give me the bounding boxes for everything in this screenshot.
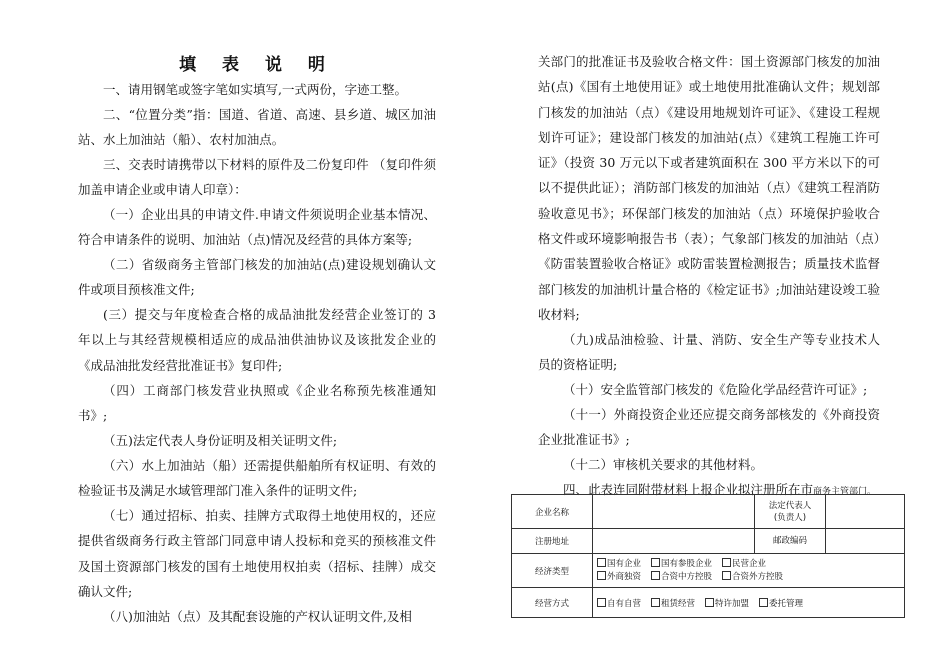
- postcode-field[interactable]: [826, 529, 905, 554]
- legal-rep-label: 法定代表人 (负责人): [755, 495, 826, 529]
- mode-option[interactable]: 自有自营: [597, 597, 641, 609]
- table-row: [512, 554, 905, 588]
- checkbox-icon: [759, 598, 768, 607]
- legal-rep-field[interactable]: [826, 495, 905, 529]
- instruction-paragraph: (三）提交与年度检查合格的成品油批发经营企业签订的 3 年以上与其经营规模相适应的成品油供油协议及该批发企业的《成品油批发经营批准证书》复印件;: [78, 307, 436, 373]
- instruction-paragraph: 关部门的批准证书及验收合格文件：国土资源部门核发的加油站(点)《国有土地使用证》或土地使用批准确认文件；规划部门核发的加油站（点）《建设用地规划许可证》、《建设工程规划许可证》；建设部门核发的加油站(点）《建筑工程施工许可证》（投资 30 万元以下或者建筑面积在 300 平方米以下的可以不提供此证）；消防部门核发的加油站（点）《建筑工程消防验收意见书》；环保部门核发的加油站（点）环境保护验收合格文件或环境影响报告书（表）；气象部门核发的加油站（点）《防雷装置验收合格证》或防雷装置检测报告；质量技术监督部门核发的加油机计量合格的《检定证书》;加油站建设竣工验收材料;: [538, 54, 880, 322]
- checkbox-icon: [597, 558, 606, 567]
- table-row: [512, 529, 905, 554]
- mode-option[interactable]: 租赁经营: [651, 597, 695, 609]
- table-row: [512, 495, 905, 529]
- instruction-paragraph: 二、“位置分类”指：国道、省道、高速、县乡道、城区加油站、水上加油站（船）、农村加油点。: [78, 107, 436, 148]
- mode-option[interactable]: 委托管理: [759, 597, 803, 609]
- mode-option[interactable]: 特许加盟: [705, 597, 749, 609]
- company-name-field[interactable]: [593, 495, 755, 529]
- instruction-paragraph: （十）安全监管部门核发的《危险化学品经营许可证》;: [563, 382, 868, 397]
- checkbox-icon: [651, 598, 660, 607]
- final-instruction-main: 四、此表连同附带材料上报企业拟注册所在市: [563, 482, 814, 497]
- checkbox-icon: [651, 571, 660, 580]
- instruction-paragraph: （九)成品油检验、计量、消防、安全生产等专业技术人员的资格证明;: [538, 332, 880, 373]
- checkbox-icon: [597, 598, 606, 607]
- mode-options: [593, 588, 905, 618]
- checkbox-icon: [705, 598, 714, 607]
- econ-option[interactable]: 外商独资: [597, 571, 641, 584]
- instruction-paragraph: （四）工商部门核发营业执照或《企业名称预先核准通知书》;: [78, 383, 436, 424]
- econ-type-options: [593, 554, 905, 588]
- checkbox-icon: [722, 558, 731, 567]
- instruction-paragraph: （十一）外商投资企业还应提交商务部核发的《外商投资企业批准证书》;: [538, 407, 880, 448]
- instruction-paragraph: 一、请用钢笔或签字笔如实填写,一式两份，字迹工整。: [103, 82, 407, 97]
- instruction-paragraph: （七）通过招标、拍卖、挂牌方式取得土地使用权的，还应提供省级商务行政主管部门同意申请人投标和竞买的预核准文件及国土资源部门核发的国有土地使用权拍卖（招标、挂牌）成交确认文件;: [78, 508, 436, 599]
- mode-label: 经营方式: [512, 588, 593, 618]
- instruction-paragraph: 三、交表时请携带以下材料的原件及二份复印件 （复印件须加盖申请企业或申请人印章）：: [78, 157, 436, 198]
- checkbox-icon: [597, 571, 606, 580]
- econ-option[interactable]: 合资外方控股: [722, 571, 783, 584]
- instruction-paragraph: （八)加油站（点）及其配套设施的产权认证明文件,及相: [103, 609, 412, 624]
- instruction-paragraph: （二）省级商务主管部门核发的加油站(点)建设规划确认文件或项目预核准文件;: [78, 257, 436, 298]
- instruction-paragraph: （六）水上加油站（船）还需提供船舶所有权证明、有效的检验证书及满足水域管理部门准入条件的证明文件;: [78, 458, 436, 499]
- page-title: 填 表 说 明: [179, 55, 335, 75]
- company-name-label: 企业名称: [512, 495, 593, 529]
- final-instruction-small: 商务主管部门。: [813, 487, 877, 497]
- reg-address-label: 注册地址: [512, 529, 593, 554]
- instruction-paragraph: （一）企业出具的申请文件.申请文件须说明企业基本情况、符合申请条件的说明、加油站（点)情况及经营的具体方案等;: [78, 207, 436, 248]
- postcode-label: 邮政编码: [755, 529, 826, 554]
- checkbox-icon: [722, 571, 731, 580]
- checkbox-icon: [651, 558, 660, 567]
- enterprise-info-table: [511, 494, 905, 618]
- instruction-paragraph: （十二）审核机关要求的其他材料。: [563, 457, 764, 472]
- econ-option[interactable]: 民营企业: [722, 558, 766, 571]
- econ-option[interactable]: 国有参股企业: [651, 558, 712, 571]
- econ-option[interactable]: 国有企业: [597, 558, 641, 571]
- table-row: [512, 588, 905, 618]
- instruction-paragraph: （五)法定代表人身份证明及相关证明文件;: [103, 433, 338, 448]
- econ-type-label: 经济类型: [512, 554, 593, 588]
- reg-address-field[interactable]: [593, 529, 755, 554]
- econ-option[interactable]: 合资中方控股: [651, 571, 712, 584]
